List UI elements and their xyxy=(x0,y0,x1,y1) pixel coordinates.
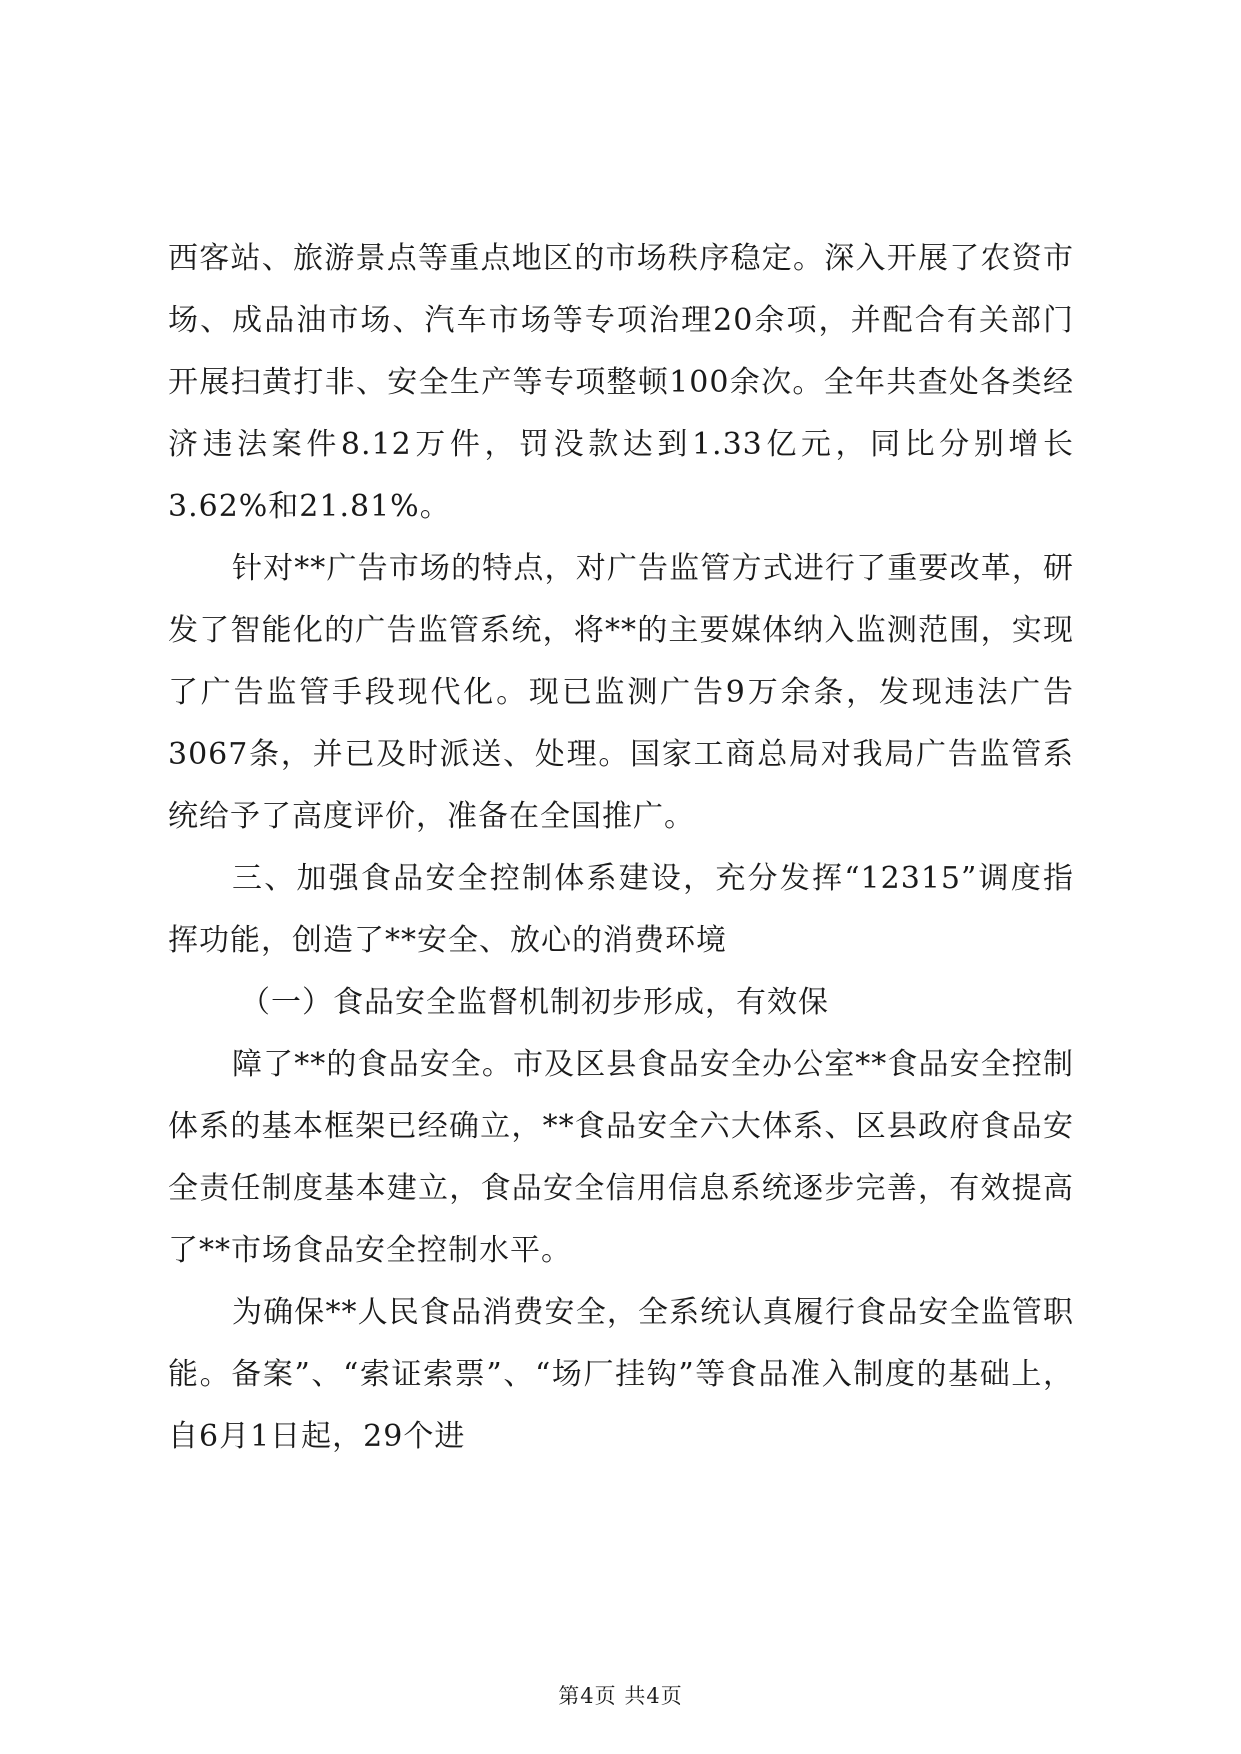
section-heading-food-safety: 三、加强食品安全控制体系建设，充分发挥“12315”调度指挥功能，创造了**安全、放心的消费环境 xyxy=(168,861,1074,958)
paragraph-continued-market-order: 西客站、旅游景点等重点地区的市场秩序稳定。深入开展了农资市场、成品油市场、汽车市场等专项治理20余项，并配合有关部门开展扫黄打非、安全生产等专项整顿100余次。全年共查处各类经济违法案件8.12万件，罚没款达到1.33亿元，同比分别增长3.62%和21.81%。 xyxy=(168,241,1074,524)
document-body xyxy=(168,228,1074,1468)
paragraph-food-consumption-safety: 为确保**人民食品消费安全，全系统认真履行食品安全监管职能。备案”、“索证索票”、“场厂挂钩”等食品准入制度的基础上，自6月1日起，29个进 xyxy=(168,1295,1074,1454)
subsection-heading-supervision-mechanism: （一）食品安全监督机制初步形成，有效保 xyxy=(240,985,829,1020)
paragraph-advertising-supervision: 针对**广告市场的特点，对广告监管方式进行了重要改革，研发了智能化的广告监管系统，将**的主要媒体纳入监测范围，实现了广告监管手段现代化。现已监测广告9万余条，发现违法广告3067条，并已及时派送、处理。国家工商总局对我局广告监管系统给予了高度评价，准备在全国推广。 xyxy=(168,551,1074,834)
paragraph-food-safety-system: 障了**的食品安全。市及区县食品安全办公室**食品安全控制体系的基本框架已经确立，**食品安全六大体系、区县政府食品安全责任制度基本建立，食品安全信用信息系统逐步完善，有效提高了**市场食品安全控制水平。 xyxy=(168,1047,1074,1268)
page-number-footer: 第4页 共4页 xyxy=(558,1684,683,1708)
